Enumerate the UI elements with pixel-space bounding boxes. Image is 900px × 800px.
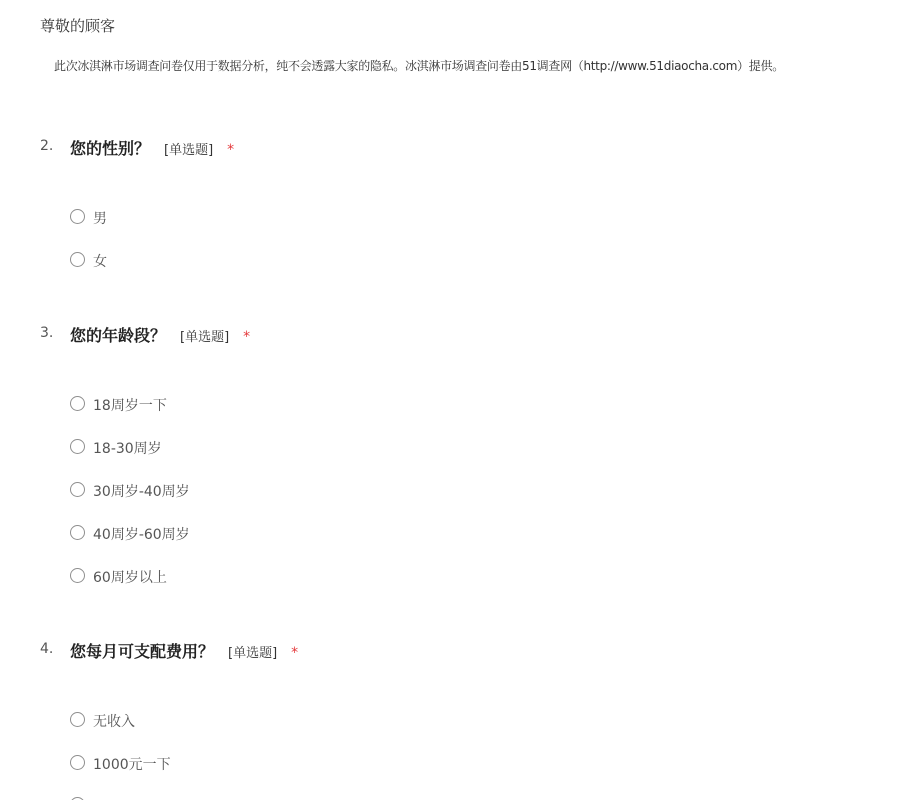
option-label: 18周岁一下 — [93, 398, 167, 414]
question-type-label: [单选题] — [228, 646, 278, 661]
radio-button[interactable] — [70, 439, 85, 454]
question-text — [70, 136, 234, 159]
option-budget-no-income[interactable] — [70, 711, 470, 731]
radio-button[interactable] — [70, 482, 85, 497]
radio-button[interactable] — [70, 568, 85, 583]
option-gender-female[interactable] — [70, 251, 470, 271]
greeting-heading: 尊敬的顾客 — [40, 17, 116, 35]
question-number: 3. — [40, 325, 54, 341]
required-marker: * — [243, 329, 251, 345]
radio-button[interactable] — [70, 755, 85, 770]
option-age-40-60[interactable] — [70, 524, 470, 544]
question-type-label: [单选题] — [164, 143, 214, 158]
required-marker: * — [291, 645, 299, 661]
question-number: 4. — [40, 641, 54, 657]
option-age-18-30[interactable] — [70, 438, 470, 458]
required-marker: * — [227, 142, 235, 158]
option-label: 30周岁-40周岁 — [93, 484, 190, 500]
radio-button[interactable] — [70, 252, 85, 267]
radio-button[interactable] — [70, 396, 85, 411]
option-gender-male[interactable] — [70, 208, 470, 228]
option-label: 60周岁以上 — [93, 570, 167, 586]
option-label: 40周岁-60周岁 — [93, 527, 190, 543]
question-title: 您的性别？ — [70, 139, 151, 158]
question-title-row — [0, 323, 900, 345]
option-label: 无收入 — [93, 714, 135, 730]
option-budget-under-1000[interactable] — [70, 754, 470, 774]
question-title: 您每月可支配费用？ — [70, 642, 215, 661]
option-age-over-60[interactable] — [70, 567, 470, 587]
option-label: 男 — [93, 211, 107, 227]
option-label: 18-30周岁 — [93, 441, 162, 457]
radio-button[interactable] — [70, 209, 85, 224]
question-title-row — [0, 639, 900, 661]
question-type-label: [单选题] — [180, 330, 230, 345]
option-age-30-40[interactable] — [70, 481, 470, 501]
question-title: 您的年龄段？ — [70, 326, 167, 345]
question-text — [70, 323, 250, 346]
survey-intro-text: 此次冰淇淋市场调查问卷仅用于数据分析，纯不会透露大家的隐私。冰淇淋市场调查问卷由51调查网（http://www.51diaocha.com）提供。 — [54, 59, 784, 73]
question-text — [70, 639, 298, 662]
option-label: 女 — [93, 254, 107, 270]
radio-button[interactable] — [70, 525, 85, 540]
option-budget-partial[interactable] — [70, 796, 470, 800]
radio-button[interactable] — [70, 712, 85, 727]
question-number: 2. — [40, 138, 54, 154]
option-age-under-18[interactable] — [70, 395, 470, 415]
question-title-row — [0, 136, 900, 158]
option-label: 1000元一下 — [93, 757, 171, 773]
